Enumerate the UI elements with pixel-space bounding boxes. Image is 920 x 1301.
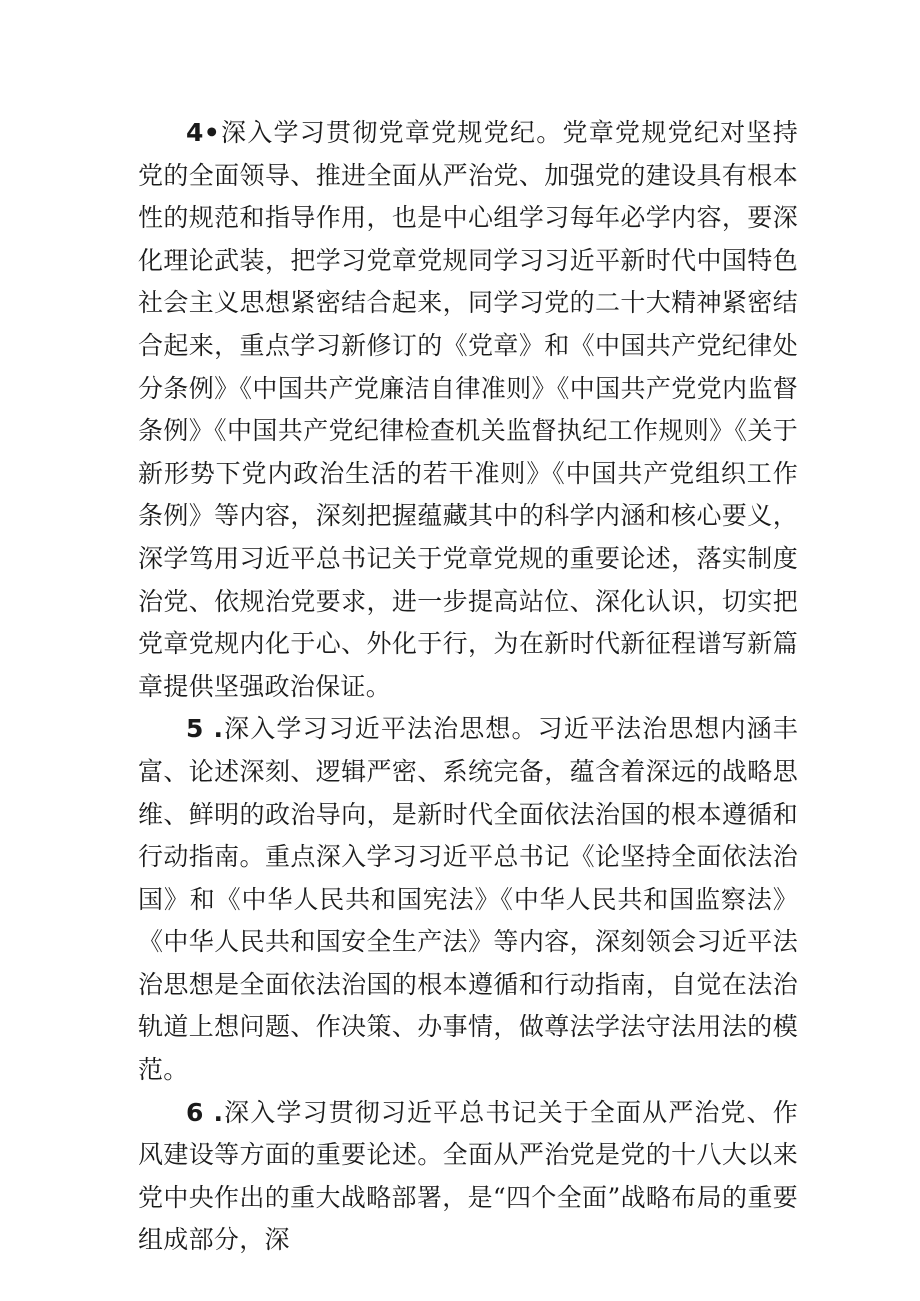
paragraph-6: [138, 1092, 798, 1262]
paragraph-text: 深入学习贯彻党章党规党纪。党章党规党纪对坚持党的全面领导、推进全面从严治党、加强党的建设具有根本性的规范和指导作用，也是中心组学习每年必学内容，要深化理论武装，把学习党章党规同学习习近平新时代中国特色社会主义思想紧密结合起来，同学习党的二十大精神紧密结合起来，重点学习新修订的《党章》和《中国共产党纪律处分条例》《中国共产党廉洁自律准则》《中国共产党党内监督条例》《中国共产党纪律检查机关监督执纪工作规则》《关于新形势下党内政治生活的若干准则》《中国共产党组织工作条例》等内容，深刻把握蕴藏其中的科学内涵和核心要义，深学笃用习近平总书记关于党章党规的重要论述，落实制度治党、依规治党要求，进一步提高站位、深化认识，切实把党章党规内化于心、外化于行，为在新时代新征程谱写新篇章提供坚强政治保证。: [138, 118, 798, 701]
paragraph-number: 5 .: [186, 714, 224, 744]
paragraph-text: 深入学习贯彻习近平总书记关于全面从严治党、作风建设等方面的重要论述。全面从严治党是党的十八大以来党中央作出的重大战略部署，是“四个全面”战略布局的重要组成部分，深: [138, 1097, 798, 1255]
paragraph-number: 6 .: [186, 1097, 224, 1127]
paragraph-text: 深入学习习近平法治思想。习近平法治思想内涵丰富、论述深刻、逻辑严密、系统完备，蕴含着深远的战略思维、鲜明的政治导向，是新时代全面依法治国的根本遵循和行动指南。重点深入学习习近平总书记《论坚持全面依法治国》和《中华人民共和国宪法》《中华人民共和国监察法》《中华人民共和国安全生产法》等内容，深刻领会习近平法治思想是全面依法治国的根本遵循和行动指南，自觉在法治轨道上想问题、作决策、办事情，做尊法学法守法用法的模范。: [138, 714, 798, 1085]
paragraph-5: [138, 708, 798, 1091]
paragraph-number: 4•: [186, 118, 220, 147]
document-body: [138, 112, 798, 1262]
paragraph-4: [138, 112, 798, 708]
